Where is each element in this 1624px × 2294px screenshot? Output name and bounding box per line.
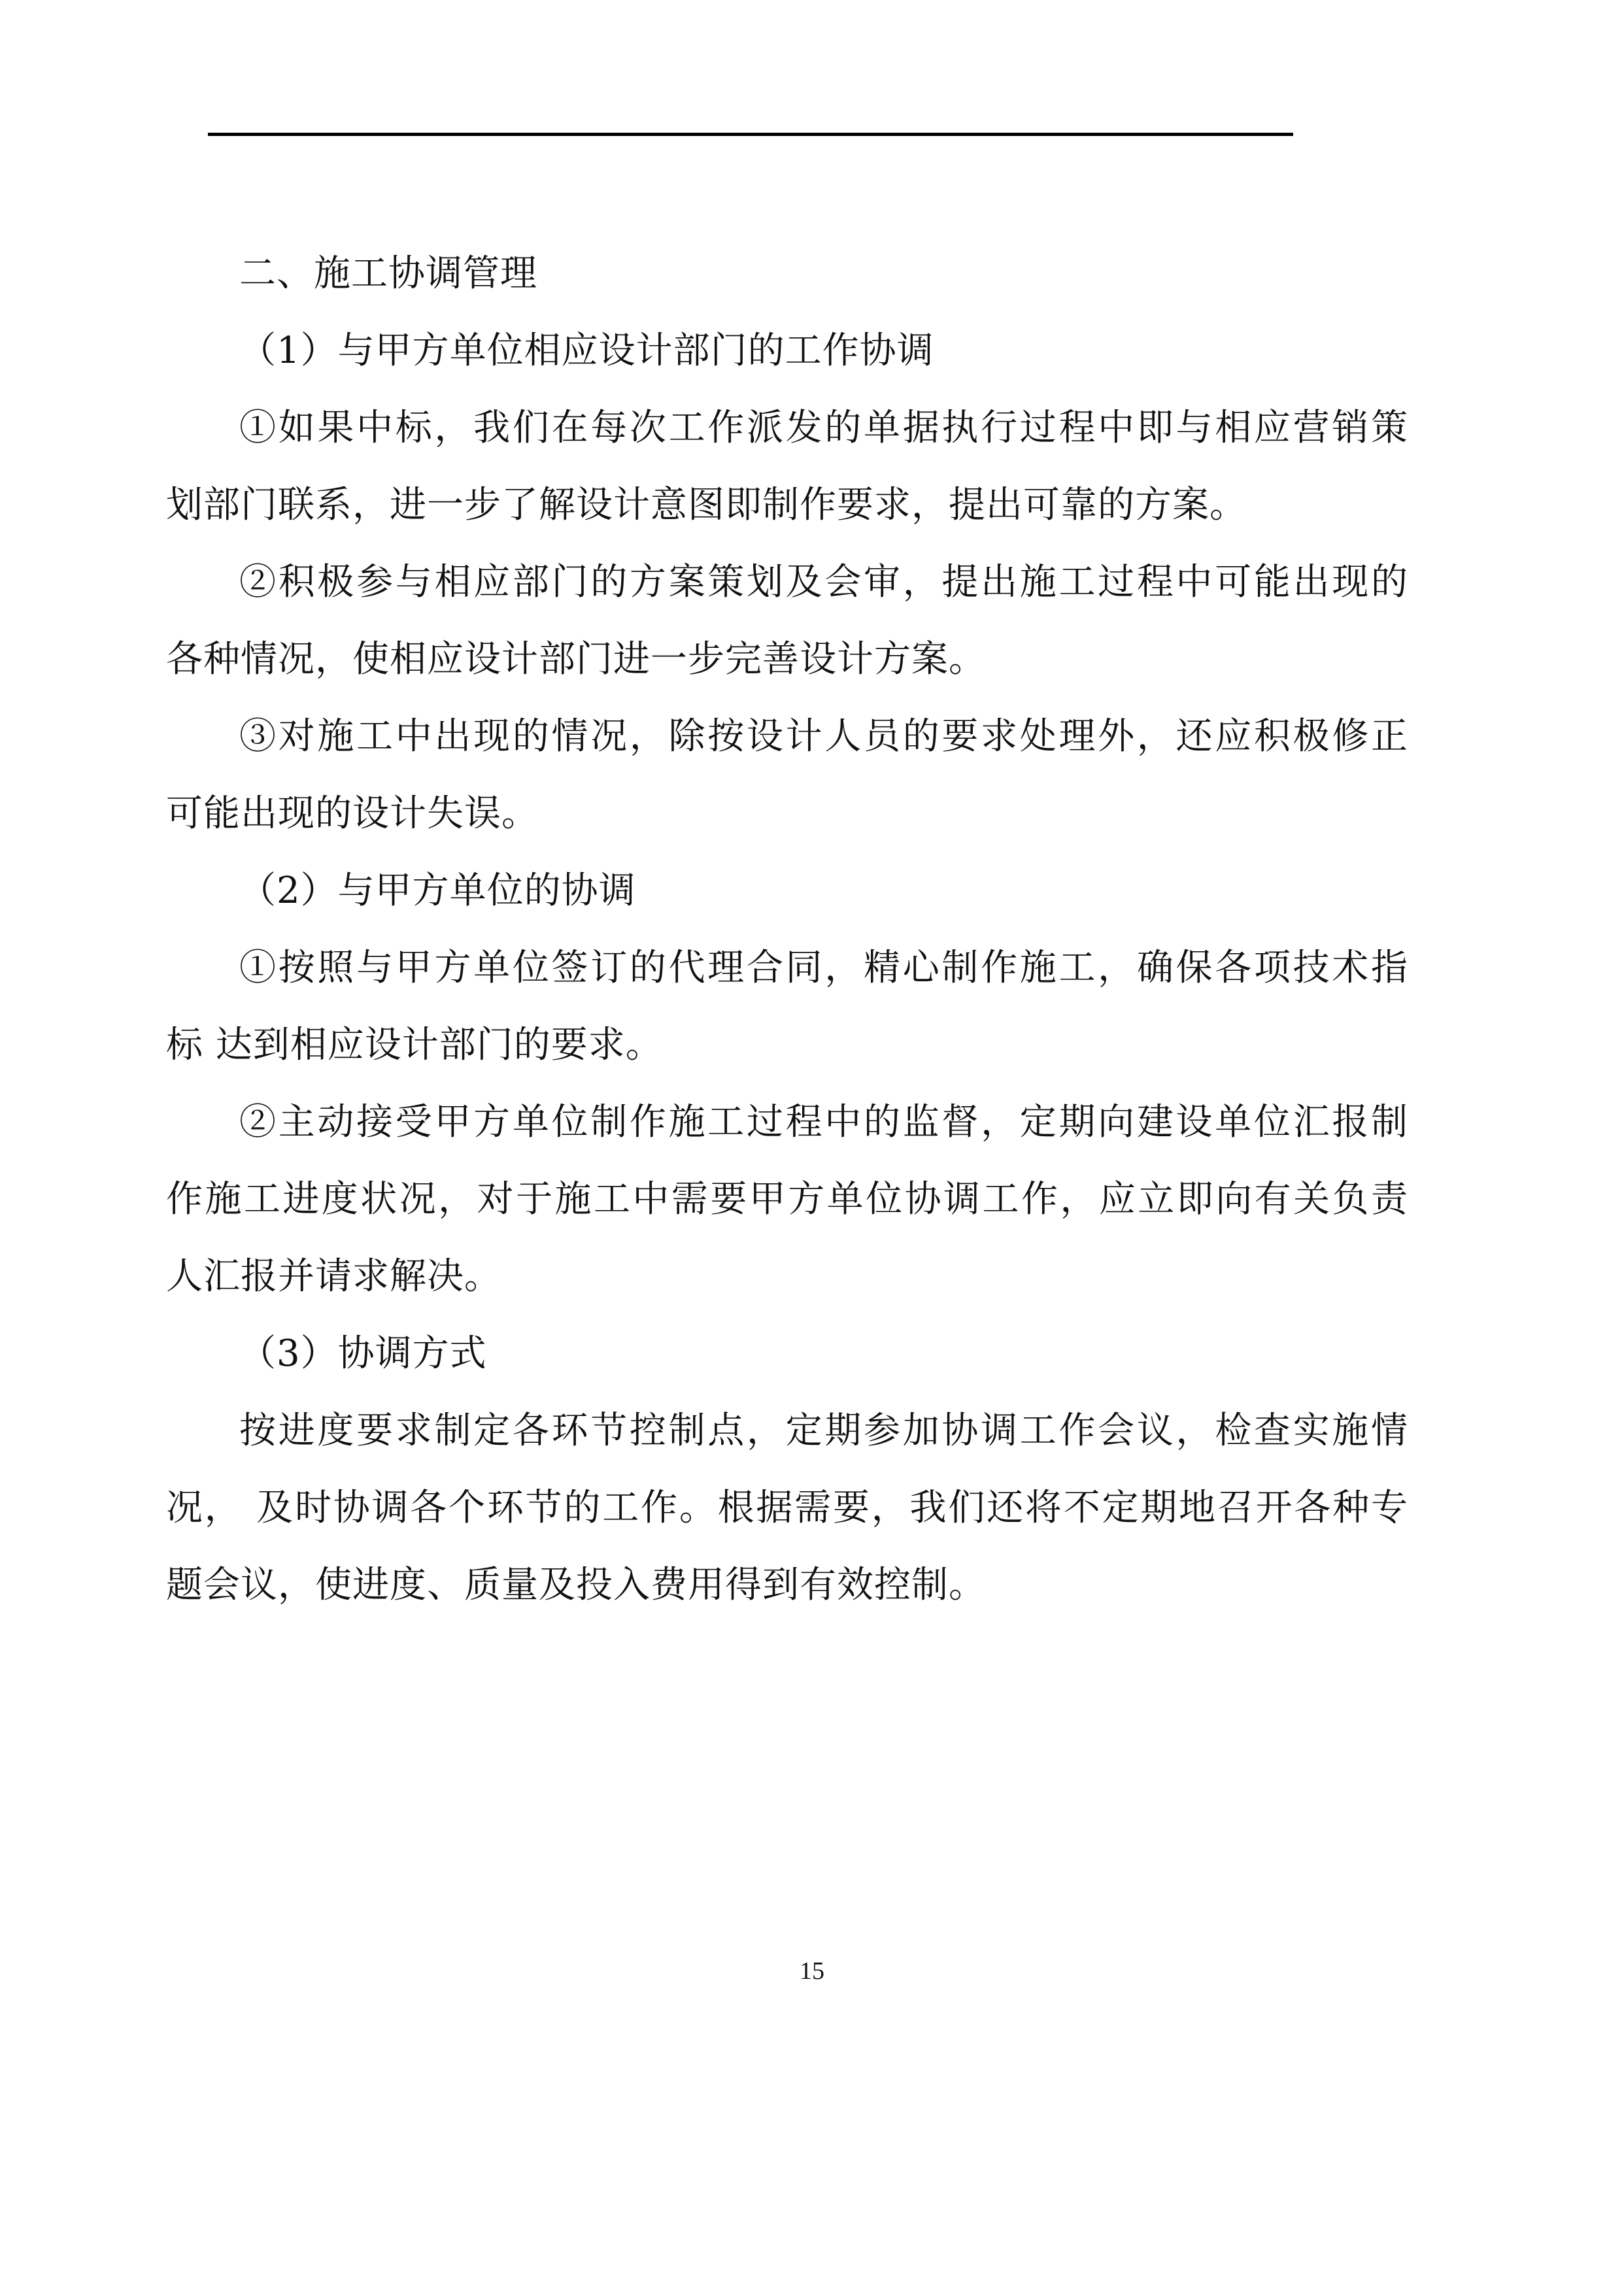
- paragraph-line: ②主动接受甲方单位制作施工过程中的监督，定期向建设单位汇报制: [239, 1101, 1408, 1143]
- header-rule: [208, 133, 1293, 136]
- paragraph-line: ①如果中标，我们在每次工作派发的单据执行过程中即与相应营销策: [239, 407, 1408, 449]
- paragraph-line: ②积极参与相应部门的方案策划及会审，提出施工过程中可能出现的: [239, 561, 1408, 603]
- paragraph-line: 作施工进度状况，对于施工中需要甲方单位协调工作，应立即向有关负责: [166, 1178, 1408, 1221]
- paragraph-line: ③对施工中出现的情况，除按设计人员的要求处理外，还应积极修正: [239, 715, 1408, 758]
- subsection-heading-1: （1）与甲方单位相应设计部门的工作协调: [239, 329, 934, 372]
- paragraph-line: 各种情况，使相应设计部门进一步完善设计方案。: [166, 638, 986, 681]
- paragraph-line: 划部门联系，进一步了解设计意图即制作要求，提出可靠的方案。: [166, 484, 1247, 526]
- paragraph-line: 按进度要求制定各环节控制点，定期参加协调工作会议，检查实施情: [239, 1409, 1408, 1452]
- paragraph-line: 可能出现的设计失误。: [166, 792, 539, 835]
- paragraph-line: 人汇报并请求解决。: [166, 1255, 501, 1298]
- paragraph-line: ①按照与甲方单位签订的代理合同，精心制作施工，确保各项技术指: [239, 947, 1408, 989]
- page-number: 15: [800, 1957, 824, 1985]
- paragraph-line: 题会议，使进度、质量及投入费用得到有效控制。: [166, 1564, 986, 1606]
- document-body: [166, 235, 1408, 1624]
- paragraph-line: 况， 及时协调各个环节的工作。根据需要，我们还将不定期地召开各种专: [166, 1487, 1408, 1529]
- subsection-heading-2: （2）与甲方单位的协调: [239, 869, 636, 912]
- paragraph-line: 标 达到相应设计部门的要求。: [166, 1024, 663, 1066]
- subsection-heading-3: （3）协调方式: [239, 1332, 487, 1375]
- section-heading: 二、施工协调管理: [239, 252, 537, 295]
